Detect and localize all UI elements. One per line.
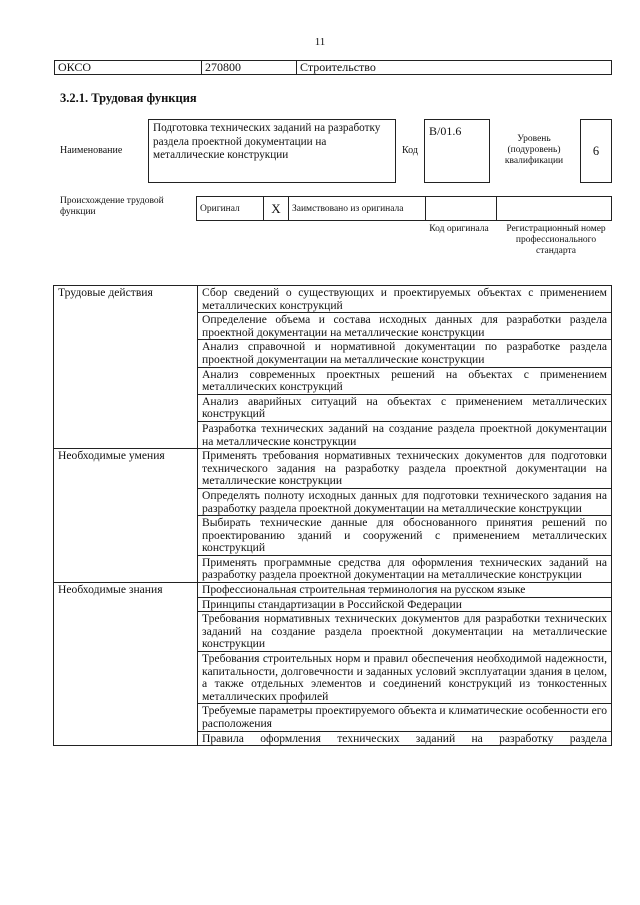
category-required-skills: Необходимые умения	[54, 449, 198, 583]
category-labor-actions: Трудовые действия	[54, 286, 198, 449]
origin-row	[197, 197, 612, 221]
table-cell: Разработка технических заданий на создание раздела проектной документации на металлические конструкции	[198, 421, 612, 448]
origin-table	[196, 196, 612, 221]
original-mark: X	[264, 197, 289, 221]
table-row	[54, 583, 612, 598]
table-row	[54, 449, 612, 489]
code-original-cell	[426, 197, 497, 221]
reg-number-caption: Регистрационный номер профессионального стандарта	[506, 224, 606, 256]
table-cell: Сбор сведений о существующих и проектируемых объектах с применением металлических конструкций	[198, 286, 612, 313]
function-name-box: Подготовка технических заданий на разработку раздела проектной документации на металлические конструкции	[148, 119, 396, 183]
okso-name: Строительство	[297, 61, 612, 75]
okso-code: 270800	[202, 61, 297, 75]
name-label: Наименование	[60, 145, 123, 156]
okso-table	[54, 60, 612, 75]
table-cell: Анализ аварийных ситуаций на объектах с применением металлических конструкций	[198, 394, 612, 421]
code-original-caption: Код оригинала	[429, 224, 489, 234]
code-label: Код	[402, 145, 418, 156]
borrowed-label: Заимствовано из оригинала	[289, 197, 426, 221]
table-cell: Принципы стандартизации в Российской Федерации	[198, 597, 612, 612]
table-cell: Профессиональная строительная терминология на русском языке	[198, 583, 612, 598]
table-cell: Определение объема и состава исходных данных для разработки раздела проектной документации на металлические конструкции	[198, 313, 612, 340]
okso-label: ОКСО	[55, 61, 202, 75]
page-number: 11	[314, 36, 326, 48]
original-label: Оригинал	[197, 197, 264, 221]
level-label: Уровень (подуровень) квалификации	[504, 134, 564, 166]
function-details-table	[53, 285, 612, 746]
origin-label: Происхождение трудовой функции	[60, 196, 164, 217]
table-cell: Требования нормативных технических документов для разработки технических заданий на создание раздела проектной документации на металлические конструкции	[198, 612, 612, 652]
category-required-knowledge: Необходимые знания	[54, 583, 198, 746]
table-row	[54, 286, 612, 313]
table-cell: Применять программные средства для оформления технических заданий на разработку раздела проектной документации на металлические конструкции	[198, 555, 612, 582]
level-box: 6	[580, 119, 612, 183]
table-cell: Анализ справочной и нормативной документации по разработке раздела проектной документации на металлические конструкции	[198, 340, 612, 367]
table-cell: Требования строительных норм и правил обеспечения необходимой надежности, капитальности, долговечности и заданных условий эксплуатации здания в целом, а также отдельных элементов и соединений конструкций из тонкостенных металлических профилей	[198, 652, 612, 704]
table-cell: Выбирать технические данные для обоснованного принятия решений по проектированию зданий и сооружений с применением металлических конструкций	[198, 516, 612, 556]
table-cell: Требуемые параметры проектируемого объекта и климатические особенности его расположения	[198, 704, 612, 731]
reg-number-cell	[497, 197, 612, 221]
table-cell: Правила оформления технических заданий на разработку раздела	[198, 731, 612, 746]
function-code-box: B/01.6	[424, 119, 490, 183]
table-cell: Анализ современных проектных решений на объектах с применением металлических конструкций	[198, 367, 612, 394]
table-cell: Определять полноту исходных данных для подготовки технического задания на разработку раздела проектной документации на металлические конструкции	[198, 488, 612, 515]
table-cell: Применять требования нормативных технических документов для подготовки технического задания на разработку раздела проектной документации на металлические конструкции	[198, 449, 612, 489]
section-title: 3.2.1. Трудовая функция	[60, 91, 197, 105]
okso-row	[55, 61, 612, 75]
